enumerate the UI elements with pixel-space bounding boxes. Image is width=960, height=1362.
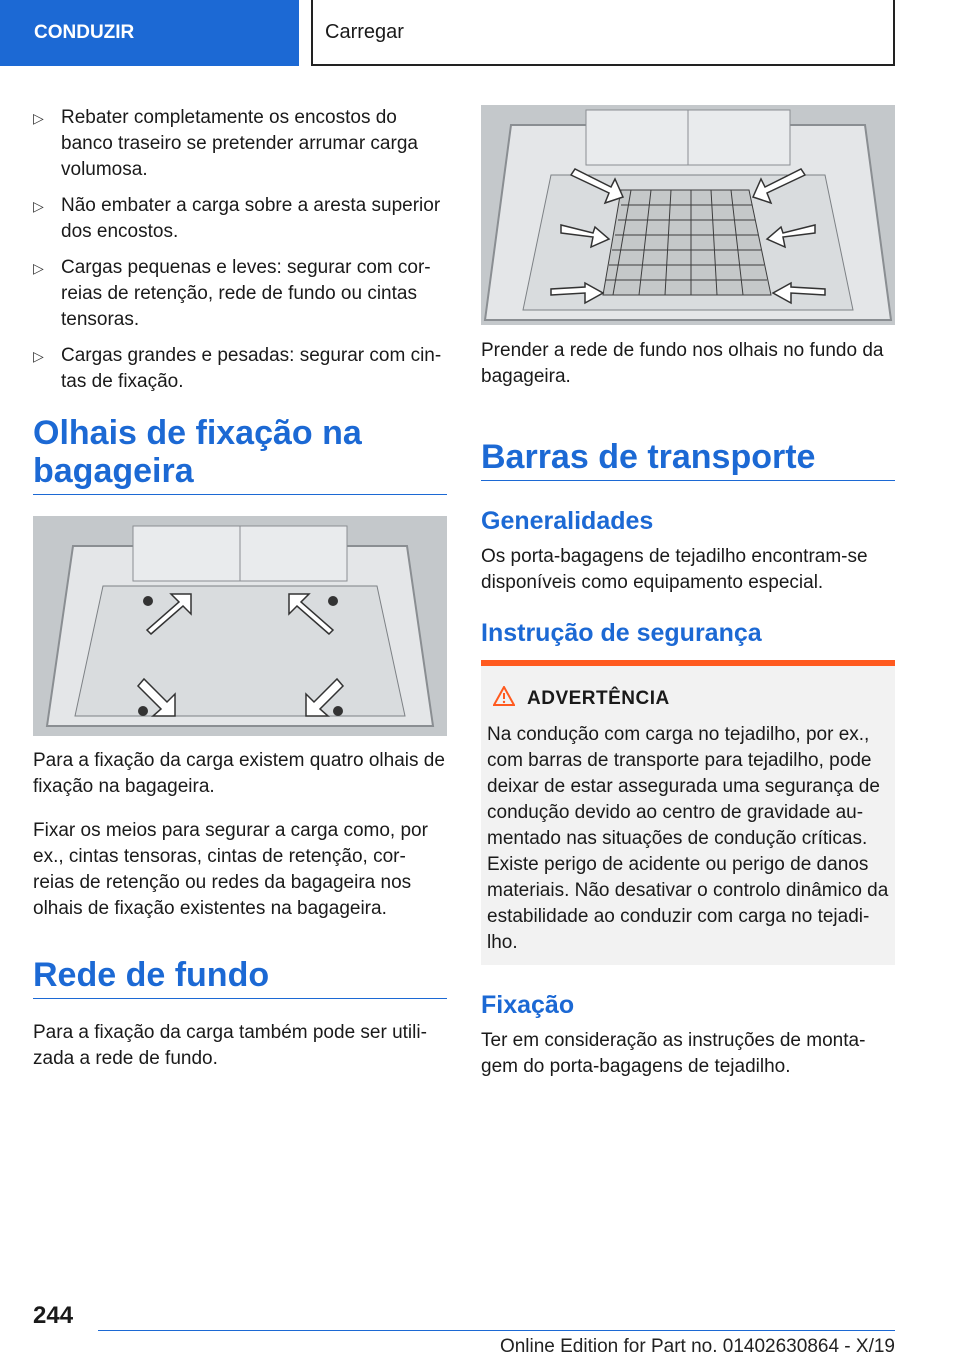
heading-roof-rack: Barras de transporte — [481, 438, 895, 481]
paragraph-general: Os porta-bagagens de tejadilho encontram-se disponíveis como equipamento especial. — [481, 546, 868, 593]
trunk-lashing-eyes-image — [33, 516, 447, 736]
triangle-bullet-icon: ▷ — [33, 260, 44, 276]
footer-edition: Online Edition for Part no. 01402630864 - X/19 — [499, 1336, 895, 1357]
chapter-tab-label: CONDUZIR — [34, 22, 135, 43]
warning-box — [481, 660, 895, 965]
page-number: 244 — [33, 1302, 74, 1329]
subheading-fixation: Fixação — [481, 991, 575, 1019]
warning-title: ADVERTÊNCIA — [527, 688, 670, 709]
list-item: ▷ Rebater completamente os encostos do banco traseiro se pretender arrumar carga volumosa. — [33, 107, 418, 180]
bullet-list — [33, 105, 447, 405]
image1-caption: Para a fixação da carga existem quatro olhais de fixação na bagageira. — [33, 750, 445, 797]
chapter-tab — [0, 0, 299, 66]
heading-lashing-eyes: Olhais de fixação na bagageira — [33, 414, 447, 495]
triangle-bullet-icon: ▷ — [33, 348, 44, 364]
triangle-bullet-icon: ▷ — [33, 198, 44, 214]
subheading-general: Generalidades — [481, 507, 654, 535]
triangle-bullet-icon: ▷ — [33, 110, 44, 126]
trunk-floor-net-image — [481, 105, 895, 325]
section-title: Carregar — [325, 20, 404, 43]
paragraph-fixation: Ter em consideração as instruções de monta- gem do porta-bagagens de tejadilho. — [481, 1030, 866, 1077]
list-item: ▷ Não embater a carga sobre a aresta superior dos encostos. — [33, 195, 441, 242]
warning-header — [481, 686, 895, 712]
footer-divider — [98, 1330, 895, 1331]
paragraph-floor-net: Para a fixação da carga também pode ser utili- zada a rede de fundo. — [33, 1022, 427, 1069]
paragraph-lashing-means: Fixar os meios para segurar a carga como, por ex., cintas tensoras, cintas de retenção, cor- reias de retenção ou redes da bagageira nos olhais de fixação existentes na bagageira. — [33, 820, 428, 919]
warning-text: Na condução com carga no tejadilho, por ex., com barras de transporte para tejadilho, pode deixar de estar assegurada uma segurança de condução devido ao centro de gravidade au- mentado nas situações de condução críticas. Existe perigo de acidente ou perigo de danos materiais. Não desativar o controlo dinâmico da estabilidade ao conduzir com carga no tejadi- lho. — [487, 724, 889, 953]
section-header — [311, 0, 895, 66]
heading-floor-net: Rede de fundo — [33, 956, 447, 999]
list-item: ▷ Cargas pequenas e leves: segurar com cor- reias de retenção, rede de fundo ou cintas tensoras. — [33, 257, 431, 330]
list-item: ▷ Cargas grandes e pesadas: segurar com cin- tas de fixação. — [33, 345, 442, 392]
image2-caption: Prender a rede de fundo nos olhais no fundo da bagageira. — [481, 340, 884, 387]
subheading-safety: Instrução de segurança — [481, 619, 762, 647]
warning-triangle-icon — [493, 686, 515, 712]
